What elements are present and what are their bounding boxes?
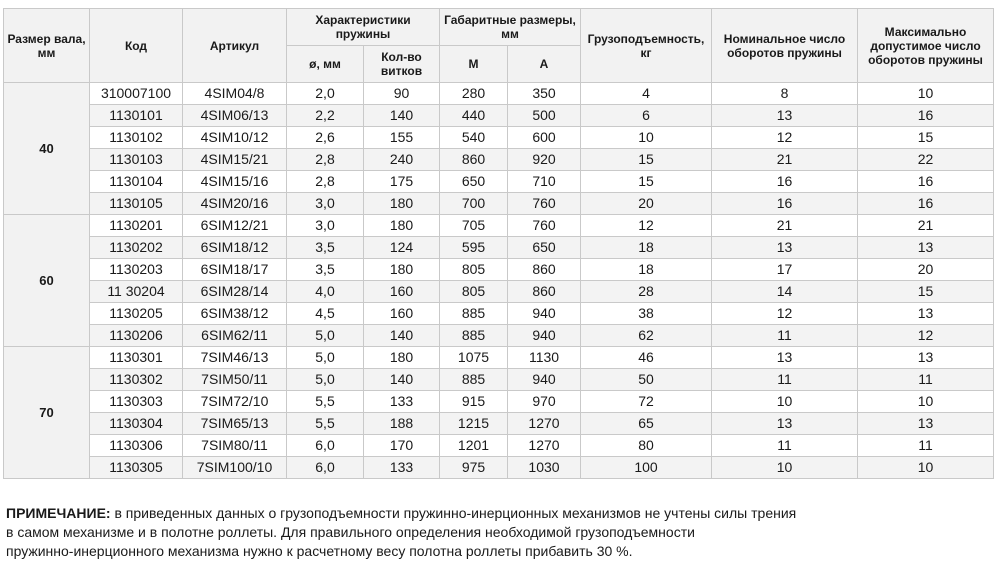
table-row	[4, 105, 994, 127]
diameter-cell: 3,5	[287, 259, 364, 281]
header-dim-a: А	[508, 46, 581, 83]
dim-m-cell: 700	[440, 193, 508, 215]
diameter-cell: 3,0	[287, 215, 364, 237]
diameter-cell: 6,0	[287, 435, 364, 457]
dim-m-cell: 805	[440, 259, 508, 281]
max-turns-cell: 10	[858, 83, 994, 105]
dim-m-cell: 705	[440, 215, 508, 237]
diameter-cell: 2,6	[287, 127, 364, 149]
diameter-cell: 3,0	[287, 193, 364, 215]
load-cell: 15	[581, 171, 712, 193]
article-cell: 4SIM10/12	[183, 127, 287, 149]
diameter-cell: 2,8	[287, 171, 364, 193]
code-cell: 1130304	[90, 413, 183, 435]
nominal-turns-cell: 16	[712, 171, 858, 193]
article-cell: 4SIM04/8	[183, 83, 287, 105]
max-turns-cell: 13	[858, 347, 994, 369]
load-cell: 46	[581, 347, 712, 369]
max-turns-cell: 21	[858, 215, 994, 237]
dim-a-cell: 940	[508, 303, 581, 325]
turns-cell: 140	[364, 369, 440, 391]
diameter-cell: 2,2	[287, 105, 364, 127]
table-row	[4, 457, 994, 479]
load-cell: 15	[581, 149, 712, 171]
turns-cell: 240	[364, 149, 440, 171]
dim-m-cell: 885	[440, 369, 508, 391]
diameter-cell: 4,0	[287, 281, 364, 303]
article-cell: 7SIM72/10	[183, 391, 287, 413]
table-header	[4, 9, 994, 83]
turns-cell: 170	[364, 435, 440, 457]
dim-a-cell: 760	[508, 193, 581, 215]
table-row	[4, 259, 994, 281]
code-cell: 1130101	[90, 105, 183, 127]
code-cell: 1130303	[90, 391, 183, 413]
article-cell: 7SIM100/10	[183, 457, 287, 479]
article-cell: 4SIM20/16	[183, 193, 287, 215]
turns-cell: 155	[364, 127, 440, 149]
table-body	[4, 83, 994, 479]
dim-a-cell: 940	[508, 369, 581, 391]
dim-a-cell: 860	[508, 259, 581, 281]
dim-m-cell: 540	[440, 127, 508, 149]
dim-a-cell: 1030	[508, 457, 581, 479]
header-turns-count: Кол-во витков	[364, 46, 440, 83]
max-turns-cell: 13	[858, 237, 994, 259]
nominal-turns-cell: 11	[712, 325, 858, 347]
note-line-3: пружинно-инерционного механизма нужно к расчетному весу полотна роллеты прибавить 30 %.	[6, 543, 633, 559]
code-cell: 1130102	[90, 127, 183, 149]
max-turns-cell: 11	[858, 369, 994, 391]
dim-a-cell: 600	[508, 127, 581, 149]
dim-a-cell: 920	[508, 149, 581, 171]
diameter-cell: 4,5	[287, 303, 364, 325]
table-row	[4, 171, 994, 193]
load-cell: 100	[581, 457, 712, 479]
header-nominal-turns: Номинальное число оборотов пружины	[712, 9, 858, 83]
code-cell: 11 30204	[90, 281, 183, 303]
dim-a-cell: 500	[508, 105, 581, 127]
load-cell: 4	[581, 83, 712, 105]
diameter-cell: 5,5	[287, 391, 364, 413]
article-cell: 6SIM28/14	[183, 281, 287, 303]
header-diameter: ø, мм	[287, 46, 364, 83]
nominal-turns-cell: 12	[712, 127, 858, 149]
dim-m-cell: 805	[440, 281, 508, 303]
header-spring-characteristics: Характеристики пружины	[287, 9, 440, 46]
dim-m-cell: 860	[440, 149, 508, 171]
turns-cell: 180	[364, 347, 440, 369]
article-cell: 6SIM18/17	[183, 259, 287, 281]
table-row	[4, 193, 994, 215]
code-cell: 1130203	[90, 259, 183, 281]
article-cell: 6SIM12/21	[183, 215, 287, 237]
max-turns-cell: 15	[858, 281, 994, 303]
nominal-turns-cell: 21	[712, 149, 858, 171]
turns-cell: 90	[364, 83, 440, 105]
dim-a-cell: 1130	[508, 347, 581, 369]
turns-cell: 140	[364, 325, 440, 347]
max-turns-cell: 16	[858, 171, 994, 193]
table-row	[4, 83, 994, 105]
article-cell: 4SIM15/16	[183, 171, 287, 193]
note-line-1: в приведенных данных о грузоподъемности пружинно-инерционных механизмов не учтены силы трения	[110, 505, 797, 521]
load-cell: 65	[581, 413, 712, 435]
header-overall-dimensions: Габаритные размеры, мм	[440, 9, 581, 46]
dim-m-cell: 915	[440, 391, 508, 413]
dim-a-cell: 710	[508, 171, 581, 193]
turns-cell: 124	[364, 237, 440, 259]
turns-cell: 180	[364, 193, 440, 215]
code-cell: 1130103	[90, 149, 183, 171]
article-cell: 7SIM65/13	[183, 413, 287, 435]
nominal-turns-cell: 8	[712, 83, 858, 105]
table-row	[4, 127, 994, 149]
dim-a-cell: 350	[508, 83, 581, 105]
code-cell: 1130201	[90, 215, 183, 237]
header-shaft-size: Размер вала, мм	[4, 9, 90, 83]
code-cell: 1130202	[90, 237, 183, 259]
load-cell: 10	[581, 127, 712, 149]
turns-cell: 160	[364, 303, 440, 325]
nominal-turns-cell: 13	[712, 237, 858, 259]
max-turns-cell: 11	[858, 435, 994, 457]
max-turns-cell: 12	[858, 325, 994, 347]
diameter-cell: 5,0	[287, 369, 364, 391]
load-cell: 28	[581, 281, 712, 303]
dim-a-cell: 1270	[508, 413, 581, 435]
dim-m-cell: 885	[440, 325, 508, 347]
article-cell: 4SIM06/13	[183, 105, 287, 127]
table-row	[4, 347, 994, 369]
dim-a-cell: 860	[508, 281, 581, 303]
load-cell: 80	[581, 435, 712, 457]
code-cell: 1130206	[90, 325, 183, 347]
max-turns-cell: 13	[858, 303, 994, 325]
nominal-turns-cell: 13	[712, 105, 858, 127]
nominal-turns-cell: 12	[712, 303, 858, 325]
nominal-turns-cell: 10	[712, 391, 858, 413]
turns-cell: 175	[364, 171, 440, 193]
header-max-turns: Максимально допустимое число оборотов пружины	[858, 9, 994, 83]
table-row	[4, 149, 994, 171]
load-cell: 62	[581, 325, 712, 347]
table-row	[4, 413, 994, 435]
table-row	[4, 303, 994, 325]
turns-cell: 140	[364, 105, 440, 127]
dim-m-cell: 440	[440, 105, 508, 127]
nominal-turns-cell: 13	[712, 347, 858, 369]
table-row	[4, 369, 994, 391]
nominal-turns-cell: 11	[712, 435, 858, 457]
article-cell: 6SIM62/11	[183, 325, 287, 347]
nominal-turns-cell: 11	[712, 369, 858, 391]
diameter-cell: 2,8	[287, 149, 364, 171]
max-turns-cell: 16	[858, 105, 994, 127]
diameter-cell: 2,0	[287, 83, 364, 105]
code-cell: 1130306	[90, 435, 183, 457]
dim-m-cell: 1075	[440, 347, 508, 369]
code-cell: 1130301	[90, 347, 183, 369]
dim-m-cell: 595	[440, 237, 508, 259]
nominal-turns-cell: 21	[712, 215, 858, 237]
max-turns-cell: 20	[858, 259, 994, 281]
load-cell: 18	[581, 237, 712, 259]
code-cell: 1130205	[90, 303, 183, 325]
dim-m-cell: 975	[440, 457, 508, 479]
table-row	[4, 391, 994, 413]
diameter-cell: 5,5	[287, 413, 364, 435]
dim-a-cell: 650	[508, 237, 581, 259]
diameter-cell: 6,0	[287, 457, 364, 479]
max-turns-cell: 16	[858, 193, 994, 215]
shaft-size-cell: 70	[4, 347, 90, 479]
dim-a-cell: 1270	[508, 435, 581, 457]
article-cell: 7SIM80/11	[183, 435, 287, 457]
diameter-cell: 5,0	[287, 325, 364, 347]
spring-spec-table	[3, 8, 994, 479]
code-cell: 1130305	[90, 457, 183, 479]
note-line-2: в самом механизме и в полотне роллеты. Для правильного определения необходимой грузоподъемности	[6, 524, 695, 540]
max-turns-cell: 10	[858, 457, 994, 479]
code-cell: 1130105	[90, 193, 183, 215]
table-row	[4, 281, 994, 303]
article-cell: 4SIM15/21	[183, 149, 287, 171]
load-cell: 6	[581, 105, 712, 127]
turns-cell: 160	[364, 281, 440, 303]
turns-cell: 133	[364, 457, 440, 479]
nominal-turns-cell: 13	[712, 413, 858, 435]
article-cell: 6SIM18/12	[183, 237, 287, 259]
load-cell: 50	[581, 369, 712, 391]
header-dim-m: М	[440, 46, 508, 83]
load-cell: 72	[581, 391, 712, 413]
nominal-turns-cell: 14	[712, 281, 858, 303]
dim-m-cell: 280	[440, 83, 508, 105]
max-turns-cell: 22	[858, 149, 994, 171]
dim-m-cell: 885	[440, 303, 508, 325]
dim-a-cell: 760	[508, 215, 581, 237]
article-cell: 7SIM50/11	[183, 369, 287, 391]
header-code: Код	[90, 9, 183, 83]
table-row	[4, 435, 994, 457]
diameter-cell: 5,0	[287, 347, 364, 369]
header-article: Артикул	[183, 9, 287, 83]
max-turns-cell: 10	[858, 391, 994, 413]
load-cell: 38	[581, 303, 712, 325]
turns-cell: 188	[364, 413, 440, 435]
load-cell: 12	[581, 215, 712, 237]
nominal-turns-cell: 16	[712, 193, 858, 215]
shaft-size-cell: 40	[4, 83, 90, 215]
code-cell: 310007100	[90, 83, 183, 105]
header-load-capacity: Грузоподъемность, кг	[581, 9, 712, 83]
diameter-cell: 3,5	[287, 237, 364, 259]
dim-m-cell: 1215	[440, 413, 508, 435]
dim-m-cell: 650	[440, 171, 508, 193]
max-turns-cell: 15	[858, 127, 994, 149]
turns-cell: 180	[364, 259, 440, 281]
turns-cell: 180	[364, 215, 440, 237]
max-turns-cell: 13	[858, 413, 994, 435]
dim-m-cell: 1201	[440, 435, 508, 457]
table-row	[4, 215, 994, 237]
nominal-turns-cell: 17	[712, 259, 858, 281]
article-cell: 6SIM38/12	[183, 303, 287, 325]
note-block	[6, 504, 906, 561]
note-label: ПРИМЕЧАНИЕ:	[6, 505, 111, 521]
table-row	[4, 237, 994, 259]
article-cell: 7SIM46/13	[183, 347, 287, 369]
load-cell: 18	[581, 259, 712, 281]
nominal-turns-cell: 10	[712, 457, 858, 479]
load-cell: 20	[581, 193, 712, 215]
dim-a-cell: 970	[508, 391, 581, 413]
turns-cell: 133	[364, 391, 440, 413]
dim-a-cell: 940	[508, 325, 581, 347]
code-cell: 1130302	[90, 369, 183, 391]
table-row	[4, 325, 994, 347]
code-cell: 1130104	[90, 171, 183, 193]
shaft-size-cell: 60	[4, 215, 90, 347]
